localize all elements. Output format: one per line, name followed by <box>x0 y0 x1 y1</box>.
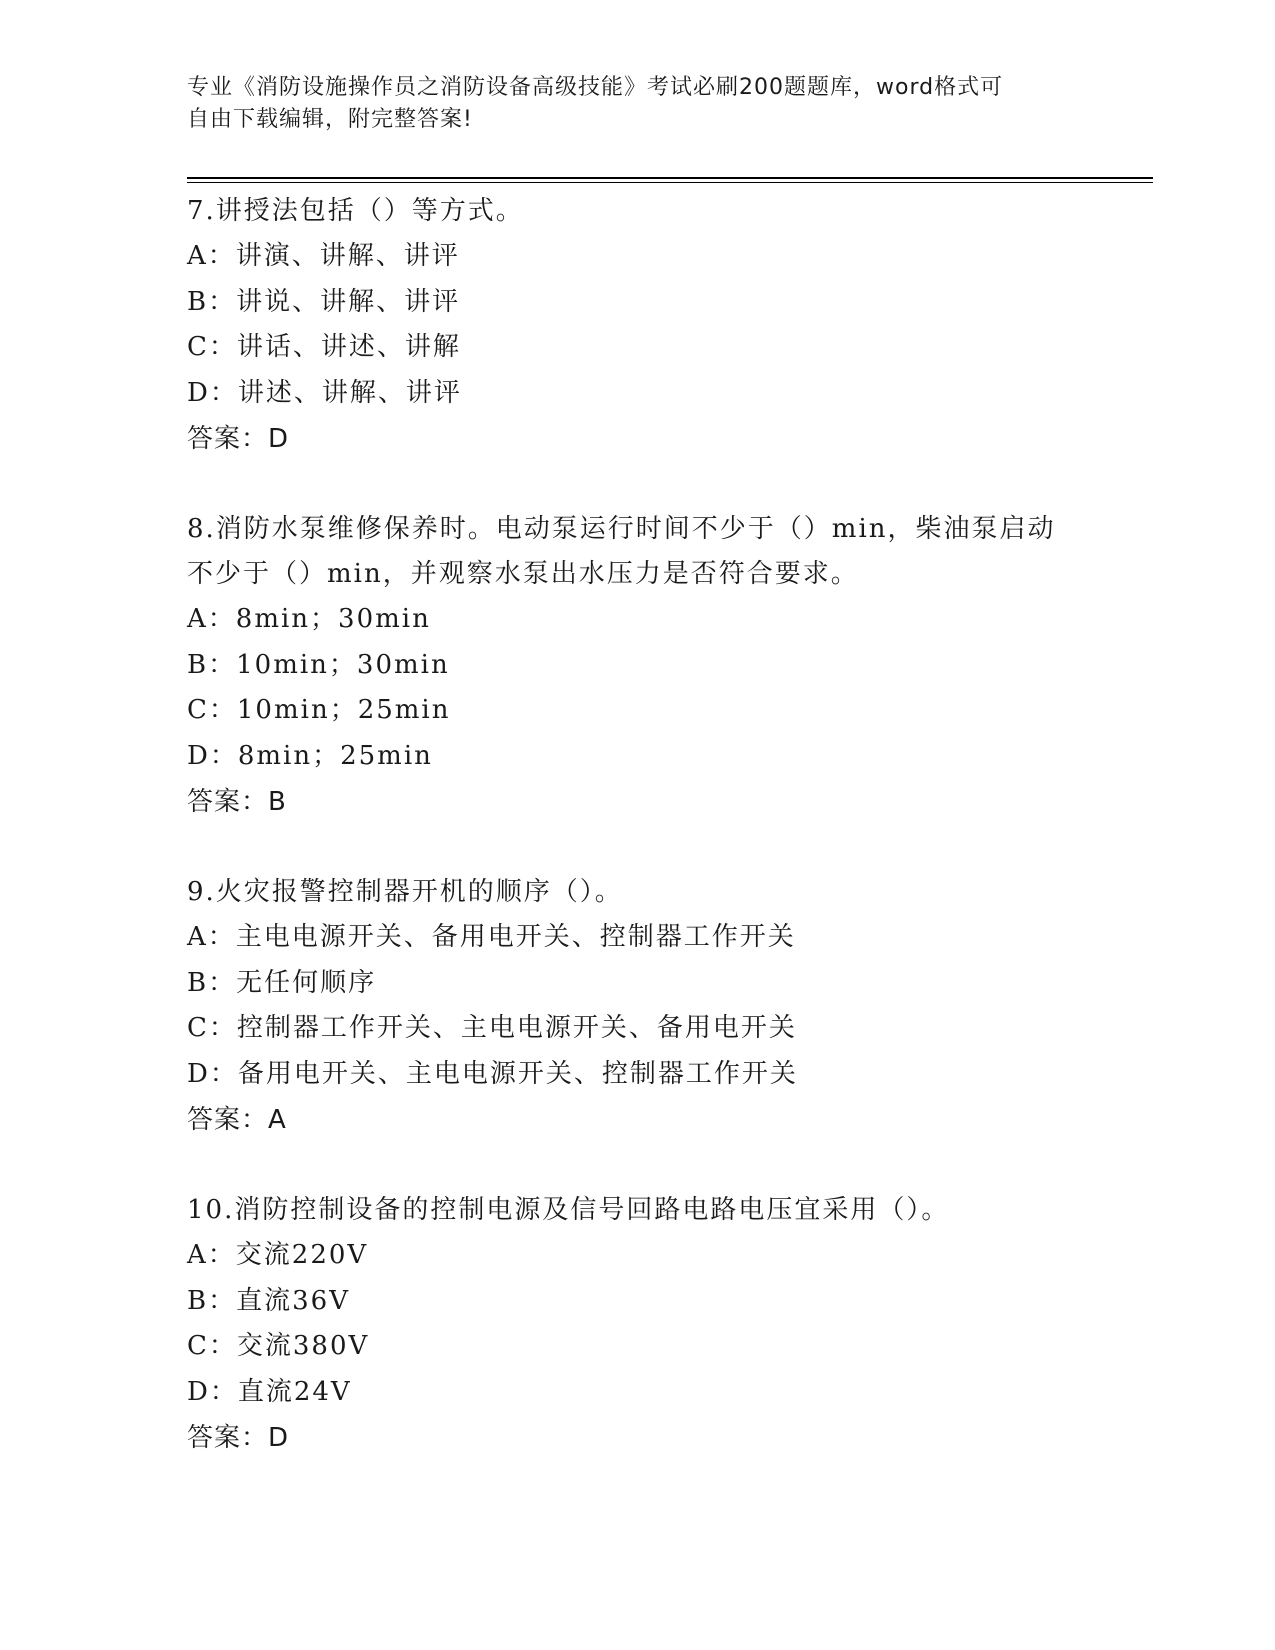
answer-label: 答案：A <box>187 1105 287 1135</box>
question-stem: 9.火灾报警控制器开机的顺序（）。 <box>187 877 623 907</box>
document-header <box>187 72 1067 136</box>
option-c: C：10min；25min <box>187 695 451 725</box>
header-line-2: 自由下载编辑，附完整答案! <box>187 107 473 132</box>
option-d: D：讲述、讲解、讲评 <box>187 377 462 408</box>
option-d: D：备用电开关、主电电源开关、控制器工作开关 <box>187 1058 798 1089</box>
option-b: B：直流36V <box>187 1285 350 1316</box>
question-list <box>187 189 1087 1506</box>
option-b: B：无任何顺序 <box>187 967 377 998</box>
option-b: B：10min；30min <box>187 649 450 680</box>
option-a: A：讲演、讲解、讲评 <box>187 241 460 271</box>
answer-label: 答案：D <box>187 1423 290 1453</box>
option-a: A：交流220V <box>187 1240 369 1270</box>
header-divider-thick <box>187 177 1153 179</box>
question-7 <box>187 189 1087 462</box>
question-8 <box>187 507 1087 825</box>
option-c: C：交流380V <box>187 1331 370 1361</box>
question-stem: 10.消防控制设备的控制电源及信号回路电路电压宜采用（）。 <box>187 1195 950 1225</box>
option-c: C：讲话、讲述、讲解 <box>187 332 461 362</box>
option-d: D：8min；25min <box>187 740 433 771</box>
option-c: C：控制器工作开关、主电电源开关、备用电开关 <box>187 1013 797 1043</box>
option-a: A：主电电源开关、备用电开关、控制器工作开关 <box>187 922 796 952</box>
option-a: A：8min；30min <box>187 604 431 634</box>
header-divider-thin <box>187 182 1153 183</box>
question-stem: 7.讲授法包括（）等方式。 <box>187 196 524 226</box>
option-b: B：讲说、讲解、讲评 <box>187 286 461 317</box>
header-line-1: 专业《消防设施操作员之消防设备高级技能》考试必刷200题题库，word格式可 <box>187 75 1004 100</box>
question-stem-line-1: 8.消防水泵维修保养时。电动泵运行时间不少于（）min，柴油泵启动 <box>187 514 1056 544</box>
question-10 <box>187 1188 1087 1461</box>
option-d: D：直流24V <box>187 1376 352 1407</box>
answer-label: 答案：B <box>187 787 287 817</box>
question-stem-line-2: 不少于（）min，并观察水泵出水压力是否符合要求。 <box>187 559 859 589</box>
answer-label: 答案：D <box>187 424 290 454</box>
question-9 <box>187 870 1087 1143</box>
